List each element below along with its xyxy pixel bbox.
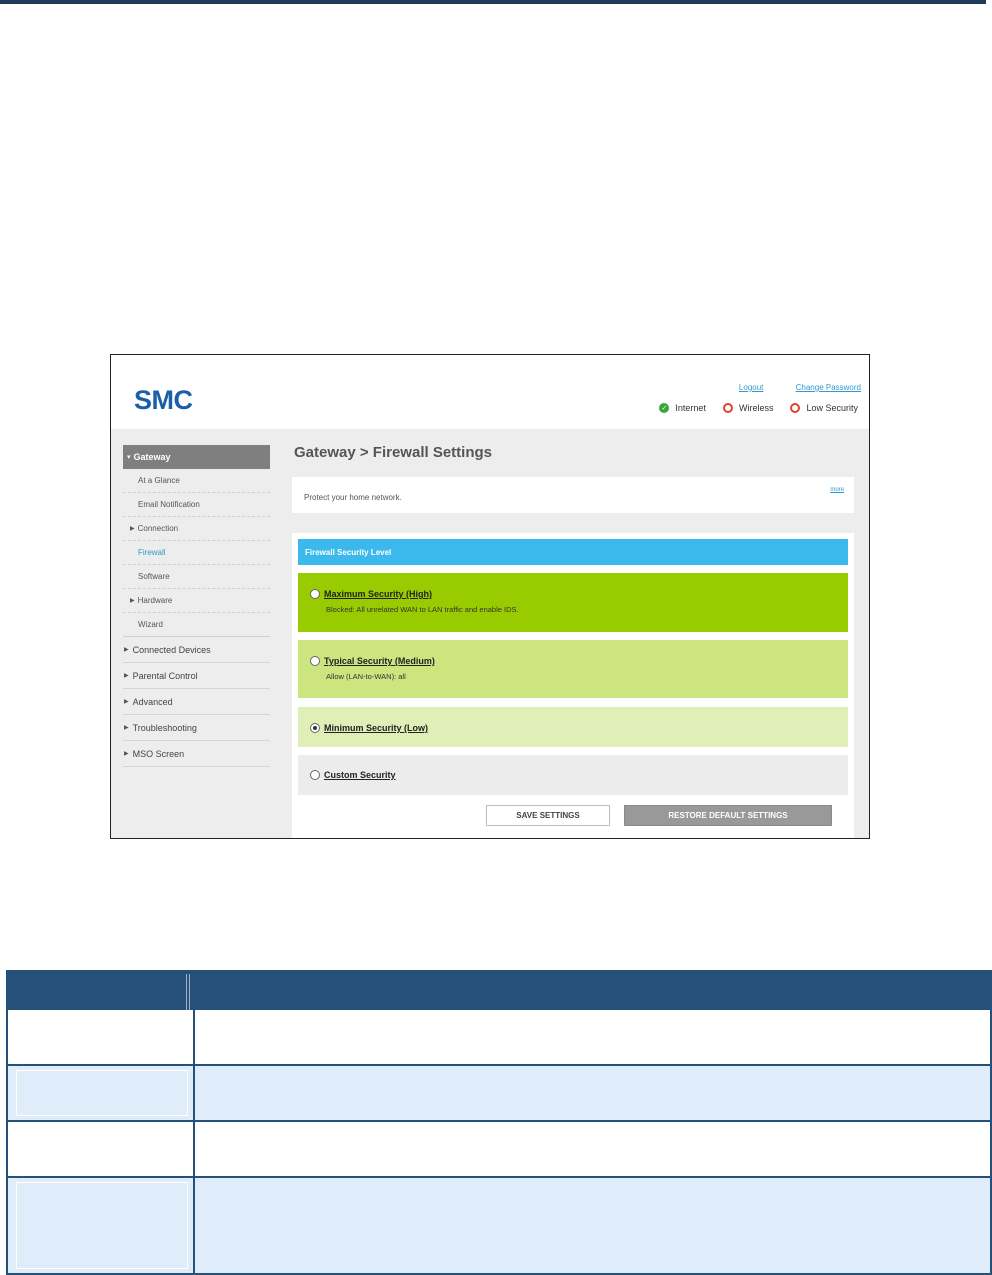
option-label: Maximum Security (High) <box>324 589 433 599</box>
sidebar-item-label: Advanced <box>132 696 173 707</box>
status-wireless <box>723 403 774 413</box>
table-row <box>6 1066 992 1122</box>
sidebar-item-label: Connection <box>137 524 179 533</box>
caret-right-icon: ▶ <box>124 725 129 731</box>
sidebar-item-firewall[interactable]: Firewall <box>123 541 270 565</box>
sidebar-item-label: Parental Control <box>132 670 198 681</box>
table-cell <box>6 1178 195 1273</box>
table-cell <box>6 1066 195 1120</box>
status-label: Wireless <box>738 403 774 413</box>
sidebar-item-label: Connected Devices <box>132 644 211 655</box>
table-border <box>6 1010 8 1275</box>
radio-button[interactable] <box>310 656 320 666</box>
option-minimum-security[interactable] <box>298 707 848 747</box>
table-header <box>6 970 992 1010</box>
sidebar-item-label: Hardware <box>137 596 173 605</box>
sidebar-item-parental-control[interactable] <box>123 663 270 689</box>
top-links <box>709 383 861 392</box>
status-label: Low Security <box>806 403 858 413</box>
option-typical-security[interactable] <box>298 640 848 698</box>
sidebar-item-at-a-glance[interactable]: At a Glance <box>123 469 270 493</box>
status-security <box>790 403 858 413</box>
option-label: Custom Security <box>324 770 396 780</box>
panel-title: Firewall Security Level <box>298 539 848 565</box>
option-description: Blocked: All unrelated WAN to LAN traffic and enable IDS. <box>326 605 519 614</box>
status-label: Internet <box>675 403 706 413</box>
option-label: Minimum Security (Low) <box>324 723 429 733</box>
description-table <box>6 970 992 1275</box>
warning-icon <box>723 403 733 413</box>
caret-right-icon: ▶ <box>124 647 129 653</box>
sidebar-item-label: MSO Screen <box>132 748 185 759</box>
sidebar-item-connection[interactable] <box>123 517 270 541</box>
table-cell <box>6 1010 195 1064</box>
router-ui-screenshot <box>110 354 870 839</box>
option-label: Typical Security (Medium) <box>324 656 435 666</box>
app-header <box>111 355 869 429</box>
caret-right-icon: ▶ <box>124 751 129 757</box>
option-custom-security[interactable] <box>298 755 848 795</box>
caret-right-icon: ▶ <box>124 699 129 705</box>
table-row <box>6 1178 992 1275</box>
caret-right-icon: ▶ <box>124 673 129 679</box>
caret-right-icon: ▶ <box>130 598 135 604</box>
firewall-panel <box>292 533 854 839</box>
caret-right-icon: ▶ <box>130 526 135 532</box>
radio-button-selected[interactable] <box>310 723 320 733</box>
sidebar-item-connected-devices[interactable] <box>123 637 270 663</box>
sidebar-item-software[interactable]: Software <box>123 565 270 589</box>
option-description: Allow (LAN-to-WAN): all <box>326 672 406 681</box>
page-title: Gateway > Firewall Settings <box>294 444 492 461</box>
sidebar-item-mso-screen[interactable] <box>123 741 270 767</box>
header-separator <box>186 974 190 1010</box>
sidebar-item-label: Troubleshooting <box>132 722 197 733</box>
more-link[interactable]: more <box>830 487 844 493</box>
option-maximum-security[interactable] <box>298 573 848 632</box>
info-box <box>292 477 854 513</box>
status-bar <box>642 403 858 413</box>
app-body <box>111 429 869 839</box>
top-rule <box>0 0 986 4</box>
warning-icon <box>790 403 800 413</box>
info-text: Protect your home network. <box>304 493 402 502</box>
sidebar-item-advanced[interactable] <box>123 689 270 715</box>
restore-default-settings-button[interactable]: RESTORE DEFAULT SETTINGS <box>624 805 832 826</box>
change-password-link[interactable]: Change Password <box>795 383 861 392</box>
sidebar-item-hardware[interactable] <box>123 589 270 613</box>
sidebar-item-label: Gateway <box>133 452 171 462</box>
sidebar-item-gateway[interactable] <box>123 445 270 469</box>
sidebar <box>123 445 270 767</box>
radio-button[interactable] <box>310 589 320 599</box>
smc-logo: SMC <box>134 385 193 415</box>
sidebar-item-email-notification[interactable]: Email Notification <box>123 493 270 517</box>
sidebar-item-wizard[interactable]: Wizard <box>123 613 270 637</box>
caret-down-icon: ▾ <box>127 454 131 461</box>
table-row <box>6 1010 992 1066</box>
check-icon: ✓ <box>659 403 669 413</box>
logout-link[interactable]: Logout <box>738 383 764 392</box>
radio-button[interactable] <box>310 770 320 780</box>
status-internet <box>659 403 706 413</box>
table-row <box>6 1122 992 1178</box>
save-settings-button[interactable]: SAVE SETTINGS <box>486 805 610 826</box>
sidebar-item-troubleshooting[interactable] <box>123 715 270 741</box>
table-cell <box>6 1122 195 1176</box>
